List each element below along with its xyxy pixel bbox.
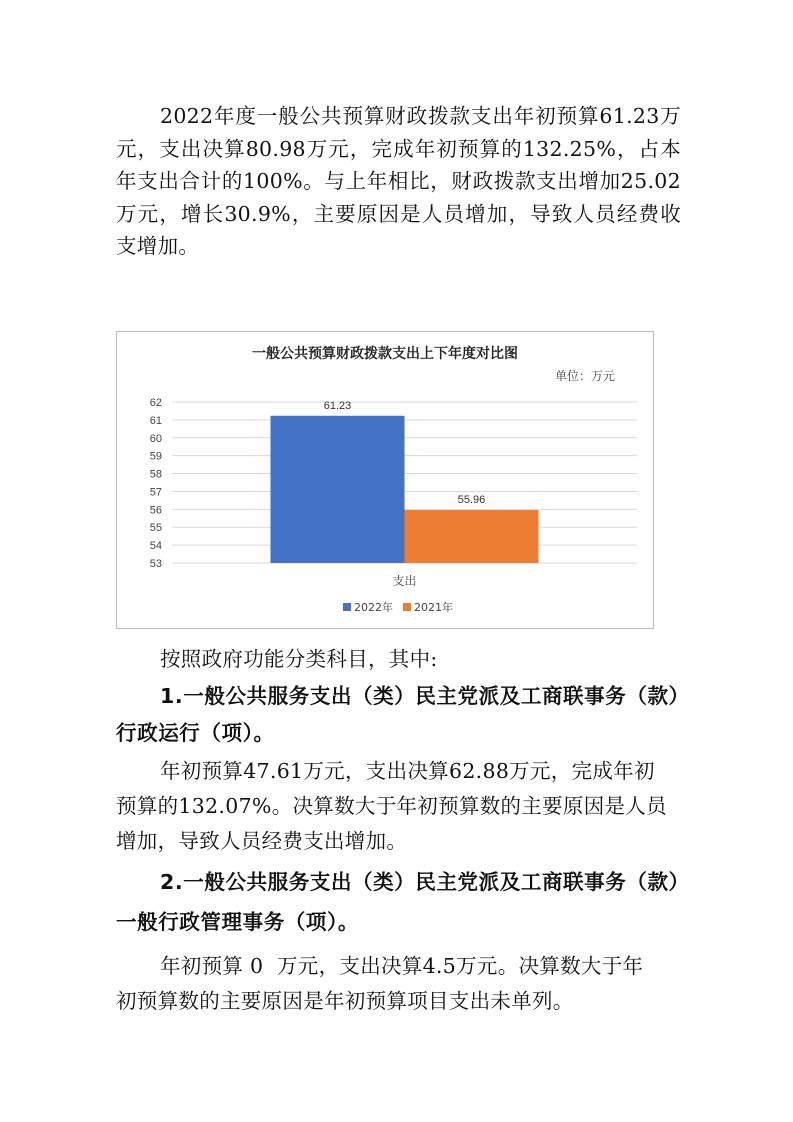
chart-title: 一般公共预算财政拨款支出上下年度对比图 xyxy=(252,346,518,362)
y-tick-label: 55 xyxy=(149,522,162,535)
budget-comparison-chart xyxy=(116,331,654,629)
legend-entry: 2022年 xyxy=(354,601,393,614)
y-tick-label: 57 xyxy=(149,486,162,499)
chart-unit-label: 单位：万元 xyxy=(554,369,616,383)
y-tick-label: 60 xyxy=(149,432,162,445)
y-tick-label: 54 xyxy=(149,540,162,553)
item2-body-line2: 初预算数的主要原因是年初预算项目支出未单列。 xyxy=(116,989,574,1013)
legend-swatch xyxy=(343,603,351,611)
bar-data-label: 61.23 xyxy=(323,399,352,412)
y-tick-label: 61 xyxy=(149,414,162,427)
x-category-label: 支出 xyxy=(392,574,417,588)
chart-legend xyxy=(343,600,453,614)
item2-heading-line1: 2.一般公共服务支出（类）民主党派及工商联事务（款） xyxy=(160,870,690,894)
y-tick-label: 58 xyxy=(149,468,162,481)
chart-y-axis xyxy=(150,397,162,570)
item1-heading-line1: 1.一般公共服务支出（类）民主党派及工商联事务（款） xyxy=(160,684,690,708)
y-tick-label: 59 xyxy=(149,450,162,463)
legend-entry: 2021年 xyxy=(414,601,453,614)
item2-body-line1: 年初预算 0 万元，支出决算4.5万元。决算数大于年 xyxy=(160,954,644,978)
legend-swatch xyxy=(403,603,411,611)
item1-body-line2: 预算的132.07%。决算数大于年初预算数的主要原因是人员 xyxy=(116,794,667,818)
bar-data-label: 55.96 xyxy=(457,494,486,507)
y-tick-label: 53 xyxy=(149,558,162,570)
item2-heading-line2: 一般行政管理事务（项）。 xyxy=(116,910,359,934)
bar-2022年 xyxy=(271,416,405,563)
intro-paragraph: 2022年度一般公共预算财政拨款支出年初预算61.23万元，支出决算80.98万元，完成年初预算的132.25%，占本年支出合计的100%。与上年相比，财政拨款支出增加25.02万元，增长30.9%，主要原因是人员增加，导致人员经费收支增加。 xyxy=(116,104,681,258)
chart-bars xyxy=(271,400,539,563)
item1-body-line3: 增加，导致人员经费支出增加。 xyxy=(116,829,408,853)
item1-body-line1: 年初预算47.61万元，支出决算62.88万元，完成年初 xyxy=(160,759,655,783)
chart-x-axis xyxy=(392,573,416,588)
y-tick-label: 56 xyxy=(149,504,162,517)
y-tick-label: 62 xyxy=(149,397,162,409)
chart-canvas xyxy=(117,332,653,628)
bar-2021年 xyxy=(405,510,539,563)
classification-intro: 按照政府功能分类科目，其中: xyxy=(160,647,438,671)
item1-heading-line2: 行政运行（项）。 xyxy=(116,721,275,745)
